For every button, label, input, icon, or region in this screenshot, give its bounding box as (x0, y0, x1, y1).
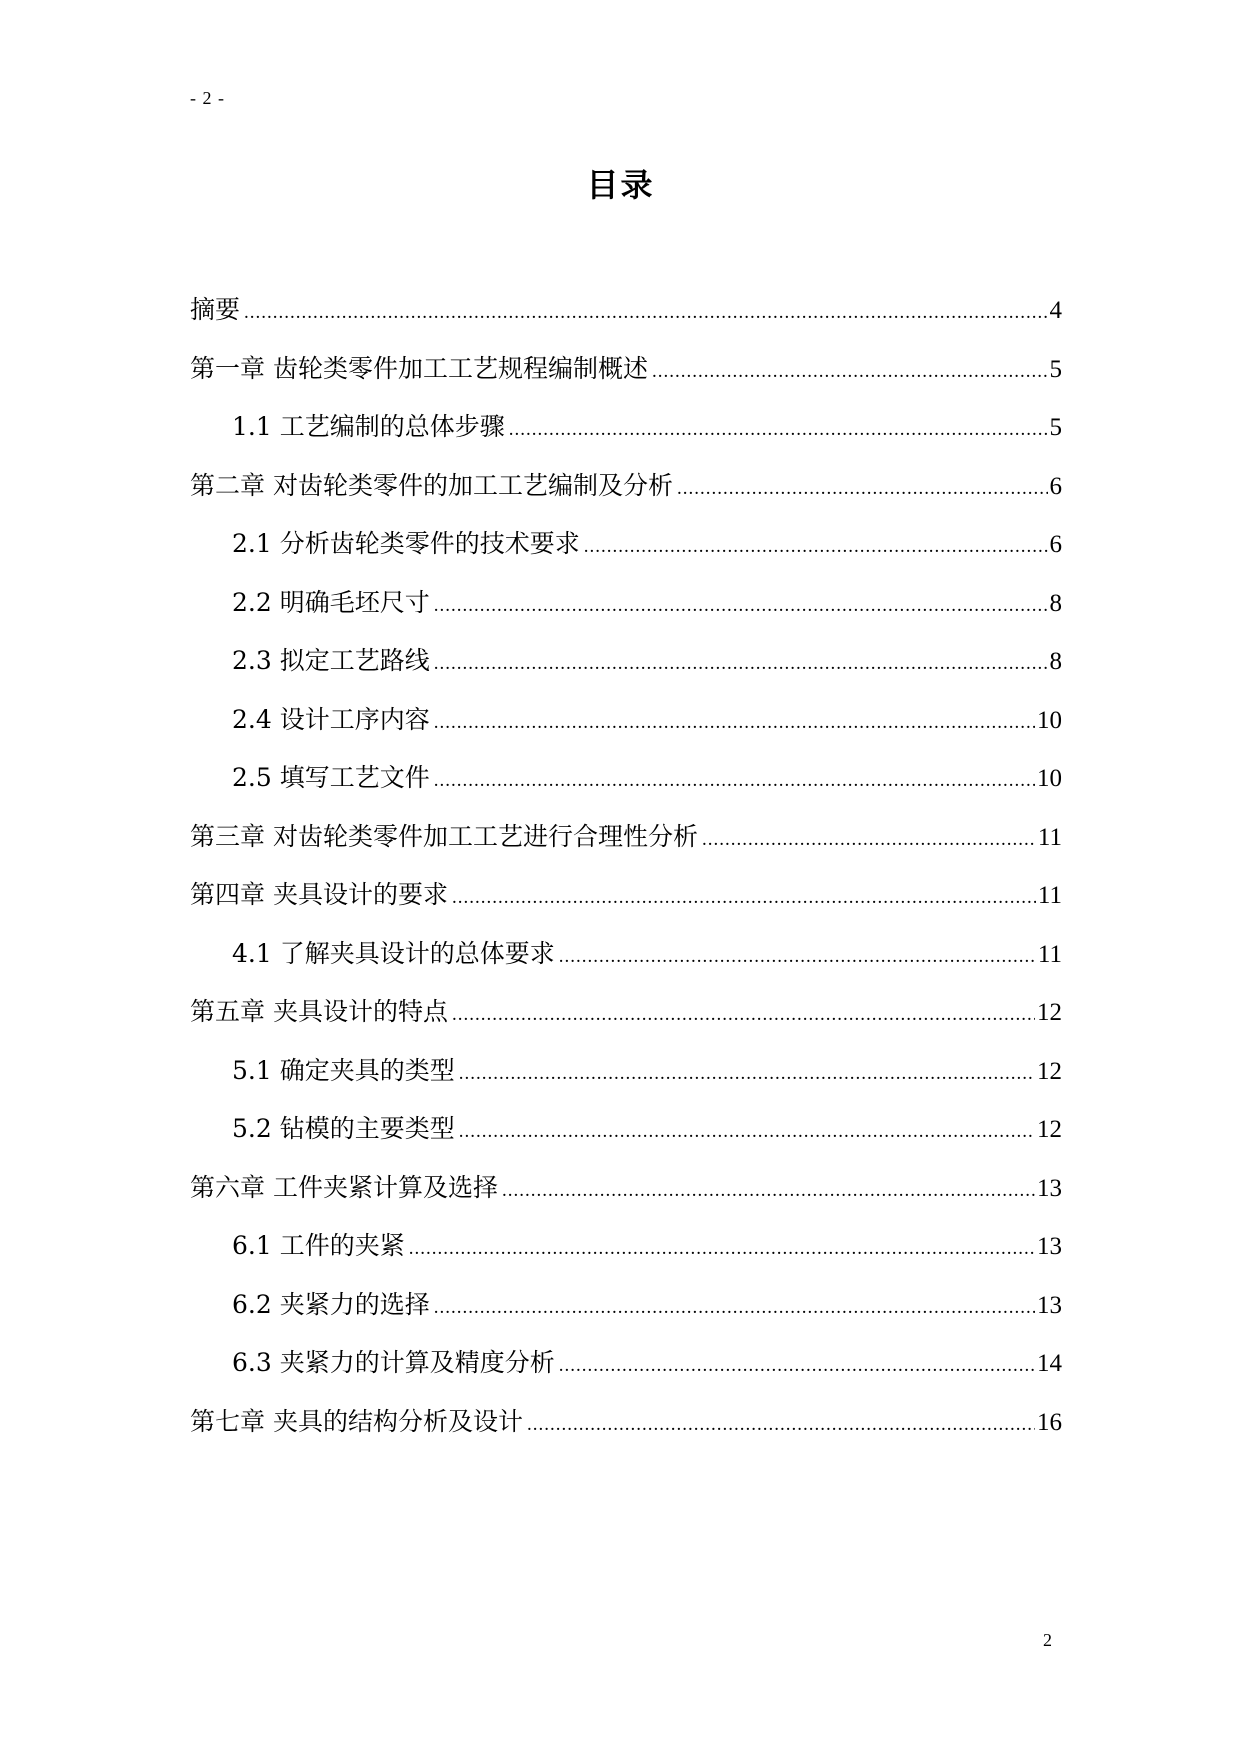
toc-entry-page: 5 (1049, 355, 1062, 383)
toc-entry[interactable] (232, 641, 1062, 681)
toc-entry[interactable] (190, 1168, 1062, 1208)
toc-leader-dots (509, 410, 1048, 450)
toc-entry-page: 4 (1049, 297, 1062, 324)
toc-entry-page: 11 (1037, 940, 1062, 968)
toc-entry[interactable] (232, 583, 1062, 623)
toc-entry-page: 10 (1037, 765, 1062, 792)
toc-entry-label: 第二章 对齿轮类零件的加工工艺编制及分析 (190, 470, 673, 500)
toc-entry[interactable] (190, 290, 1062, 330)
toc-entry[interactable] (232, 1285, 1062, 1325)
toc-entry[interactable] (190, 349, 1062, 389)
toc-entry-page: 10 (1037, 706, 1062, 734)
toc-entry[interactable] (232, 934, 1062, 974)
toc-entry-label: 6.3 夹紧力的计算及精度分析 (232, 1348, 555, 1377)
toc-leader-dots (702, 820, 1036, 860)
header-page-marker: - 2 - (190, 88, 225, 108)
toc-entry-page: 13 (1037, 1291, 1062, 1319)
toc-leader-dots (452, 995, 1035, 1035)
toc-entry-label: 6.1 工件的夹紧 (232, 1231, 405, 1260)
toc-entry-page: 12 (1037, 999, 1062, 1026)
toc-entry-page: 8 (1049, 648, 1062, 675)
toc-entry-label: 6.2 夹紧力的选择 (232, 1289, 430, 1319)
toc-entry-page: 6 (1049, 531, 1062, 558)
toc-entry[interactable] (232, 524, 1062, 564)
toc-entry-page: 5 (1049, 414, 1062, 441)
toc-leader-dots (434, 761, 1035, 801)
toc-entry[interactable] (190, 817, 1062, 857)
toc-entry-label: 第六章 工件夹紧计算及选择 (190, 1172, 498, 1202)
toc-entry-label: 第七章 夹具的结构分析及设计 (190, 1406, 523, 1436)
footer-page-number: 2 (1043, 1630, 1052, 1650)
toc-leader-dots (409, 1229, 1035, 1269)
toc-entry-page: 13 (1037, 1233, 1062, 1260)
toc-leader-dots (559, 1346, 1035, 1386)
toc-entry-label: 2.5 填写工艺文件 (232, 763, 430, 792)
toc-leader-dots (677, 469, 1048, 509)
toc-entry-label: 4.1 了解夹具设计的总体要求 (232, 938, 555, 968)
toc-entry-label: 第五章 夹具设计的特点 (190, 997, 448, 1026)
page-title: 目录 (586, 166, 655, 204)
toc-entry[interactable] (190, 992, 1062, 1032)
toc-entry-label: 第四章 夹具设计的要求 (190, 880, 448, 909)
toc-entry-label: 1.1 工艺编制的总体步骤 (232, 412, 505, 441)
toc-leader-dots (459, 1112, 1035, 1152)
toc-entry-page: 8 (1049, 589, 1062, 617)
toc-leader-dots (244, 293, 1047, 333)
toc-leader-dots (434, 703, 1035, 743)
toc-entry-page: 12 (1037, 1116, 1062, 1143)
toc-entry-label: 2.4 设计工序内容 (232, 704, 430, 734)
toc-entry[interactable] (232, 700, 1062, 740)
toc-entry-page: 6 (1049, 472, 1062, 500)
toc-entry-page: 16 (1037, 1408, 1062, 1436)
toc-entry[interactable] (232, 758, 1062, 798)
toc-entry[interactable] (232, 1051, 1062, 1091)
toc-entry-label: 5.2 钻模的主要类型 (232, 1114, 455, 1143)
toc-leader-dots (584, 527, 1048, 567)
toc-entry-page: 12 (1037, 1057, 1062, 1085)
toc-entry[interactable] (232, 1226, 1062, 1266)
toc-leader-dots (559, 937, 1036, 977)
toc-leader-dots (652, 352, 1048, 392)
toc-leader-dots (434, 644, 1048, 684)
toc-leader-dots (502, 1171, 1035, 1211)
toc-leader-dots (527, 1405, 1035, 1445)
toc-entry[interactable] (190, 875, 1062, 915)
toc-entry-page: 13 (1037, 1174, 1062, 1202)
toc-entry-label: 第一章 齿轮类零件加工工艺规程编制概述 (190, 353, 648, 383)
toc-entry-label: 2.1 分析齿轮类零件的技术要求 (232, 529, 580, 558)
toc-entry[interactable] (190, 1402, 1062, 1442)
toc-leader-dots (459, 1054, 1035, 1094)
toc-leader-dots (434, 586, 1048, 626)
toc-entry[interactable] (232, 1343, 1062, 1383)
toc-entry[interactable] (232, 1109, 1062, 1149)
toc-entry[interactable] (232, 407, 1062, 447)
toc-entry-page: 11 (1037, 823, 1062, 851)
toc-entry-page: 14 (1037, 1350, 1062, 1377)
toc-entry-label: 5.1 确定夹具的类型 (232, 1055, 455, 1085)
toc-leader-dots (434, 1288, 1035, 1328)
toc-entry-label: 摘要 (190, 295, 241, 324)
toc-entry-page: 11 (1037, 882, 1062, 909)
toc-entry-label: 第三章 对齿轮类零件加工工艺进行合理性分析 (190, 821, 698, 851)
toc-entry[interactable] (190, 466, 1062, 506)
toc-entry-label: 2.2 明确毛坯尺寸 (232, 587, 430, 617)
toc-leader-dots (452, 878, 1036, 918)
toc-entry-label: 2.3 拟定工艺路线 (232, 646, 430, 675)
